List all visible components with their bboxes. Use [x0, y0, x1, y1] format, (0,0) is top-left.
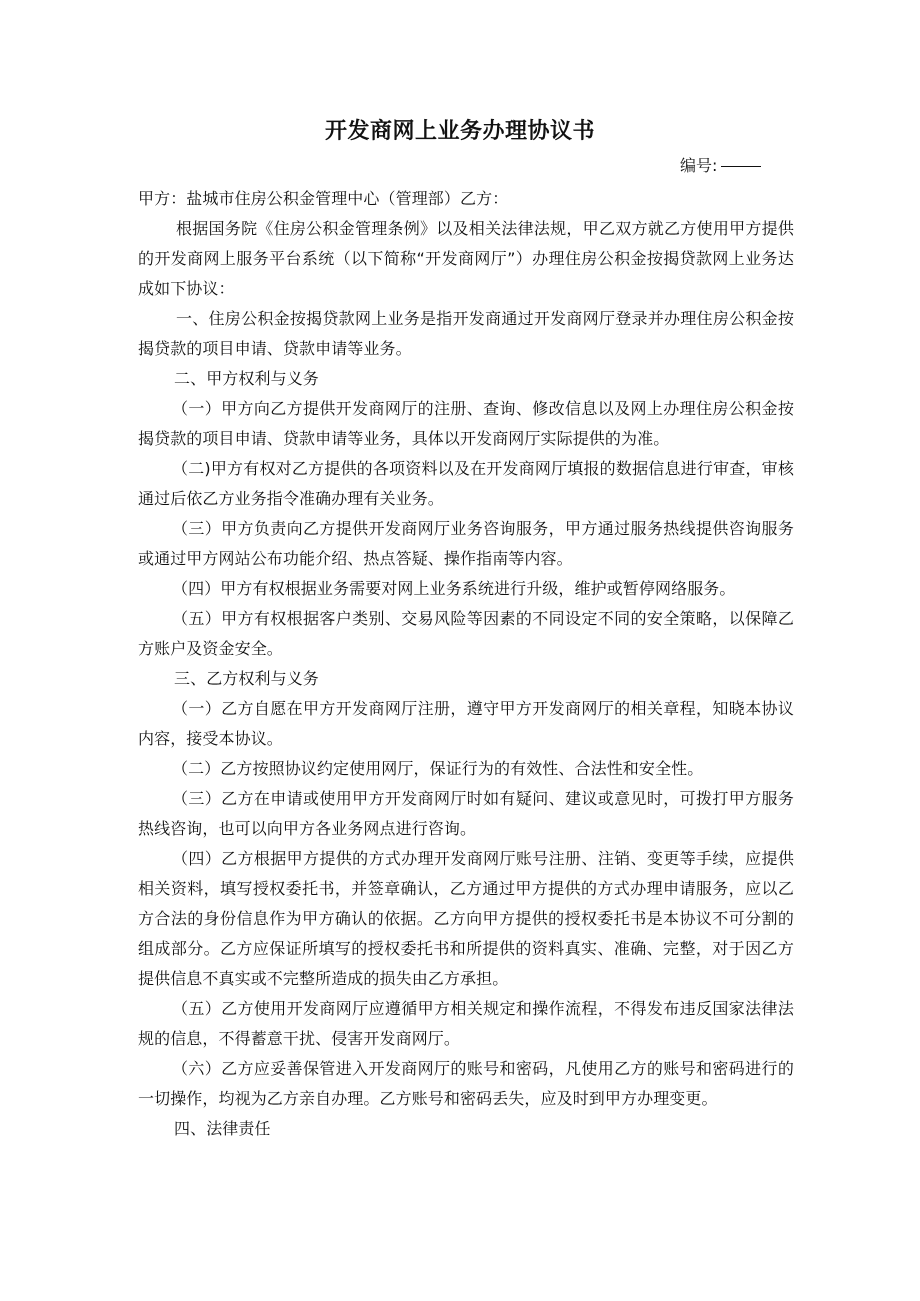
document-number — [680, 155, 761, 177]
parties-line: 甲方：盐城市住房公积金管理中心（管理部）乙方： — [138, 189, 509, 208]
section-3-item-2: （二）乙方按照协议约定使用网厅，保证行为的有效性、合法性和安全性。 — [172, 759, 704, 778]
section-3-item-1: （一）乙方自愿在甲方开发商网厅注册，遵守甲方开发商网厅的相关章程，知晓本协议内容，接受本协议。 — [138, 699, 794, 748]
document-body — [138, 184, 794, 1144]
document-number-label: 编号: — [680, 156, 718, 175]
section-1-paragraph: 一、住房公积金按揭贷款网上业务是指开发商通过开发商网厅登录并办理住房公积金按揭贷款的项目申请、贷款申请等业务。 — [138, 309, 794, 358]
section-3-heading: 三、乙方权利与义务 — [174, 669, 319, 688]
section-2-item-1: （一）甲方向乙方提供开发商网厅的注册、查询、修改信息以及网上办理住房公积金按揭贷款的项目申请、贷款申请等业务，具体以开发商网厅实际提供的为准。 — [138, 399, 794, 448]
section-2-item-2: （二)甲方有权对乙方提供的各项资料以及在开发商网厅填报的数据信息进行审查，审核通过后依乙方业务指令准确办理有关业务。 — [138, 459, 794, 508]
section-3-item-3: （三）乙方在申请或使用甲方开发商网厅时如有疑问、建议或意见时，可拨打甲方服务热线咨询，也可以向甲方各业务网点进行咨询。 — [138, 789, 794, 838]
section-2-item-5: （五）甲方有权根据客户类别、交易风险等因素的不同设定不同的安全策略，以保障乙方账户及资金安全。 — [138, 609, 794, 658]
document-number-blank — [721, 166, 761, 167]
section-3-item-5: （五）乙方使用开发商网厅应遵循甲方相关规定和操作流程，不得发布违反国家法律法规的信息，不得蓄意干扰、侵害开发商网厅。 — [138, 999, 794, 1048]
intro-paragraph: 根据国务院《住房公积金管理条例》以及相关法律法规，甲乙双方就乙方使用甲方提供的开发商网上服务平台系统（以下简称“开发商网厅”）办理住房公积金按揭贷款网上业务达成如下协议： — [138, 219, 794, 298]
section-3-item-6: （六）乙方应妥善保管进入开发商网厅的账号和密码，凡使用乙方的账号和密码进行的一切操作，均视为乙方亲自办理。乙方账号和密码丢失，应及时到甲方办理变更。 — [138, 1059, 794, 1108]
section-2-heading: 二、甲方权利与义务 — [174, 369, 319, 388]
document-title: 开发商网上业务办理协议书 — [324, 119, 595, 144]
section-4-heading: 四、法律责任 — [174, 1119, 271, 1138]
section-2-item-3: （三）甲方负责向乙方提供开发商网厅业务咨询服务，甲方通过服务热线提供咨询服务或通过甲方网站公布功能介绍、热点答疑、操作指南等内容。 — [138, 519, 794, 568]
section-3-item-4: （四）乙方根据甲方提供的方式办理开发商网厅账号注册、注销、变更等手续，应提供相关资料，填写授权委托书，并签章确认，乙方通过甲方提供的方式办理申请服务，应以乙方合法的身份信息作为甲方确认的依据。乙方向甲方提供的授权委托书是本协议不可分割的组成部分。乙方应保证所填写的授权委托书和所提供的资料真实、准确、完整，对于因乙方提供信息不真实或不完整所造成的损失由乙方承担。 — [138, 849, 794, 988]
section-2-item-4: （四）甲方有权根据业务需要对网上业务系统进行升级，维护或暂停网络服务。 — [172, 579, 736, 598]
